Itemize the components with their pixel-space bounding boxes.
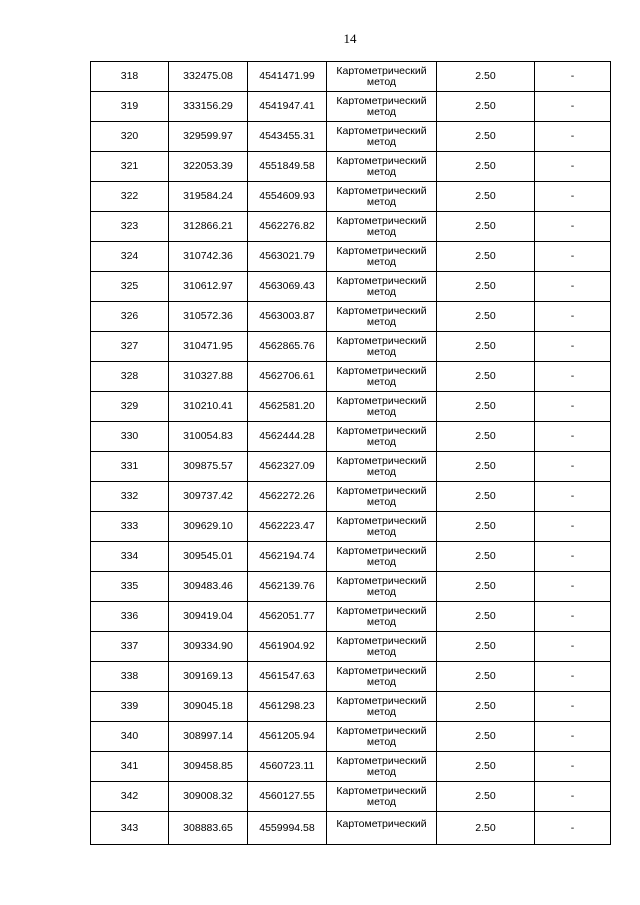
method-line-2: метод bbox=[366, 255, 397, 268]
description-cell: - bbox=[535, 182, 611, 212]
description-cell: - bbox=[535, 782, 611, 812]
method-cell bbox=[327, 422, 437, 452]
method-line-2: метод bbox=[366, 105, 397, 118]
method-line-2: метод bbox=[366, 705, 397, 718]
table-row bbox=[91, 722, 611, 752]
y-coordinate-cell: 4561904.92 bbox=[248, 632, 327, 662]
y-coordinate-cell: 4554609.93 bbox=[248, 182, 327, 212]
method-line-1: Картометрический bbox=[336, 574, 427, 587]
point-number-cell: 325 bbox=[91, 272, 169, 302]
accuracy-cell: 2.50 bbox=[437, 812, 535, 845]
point-number-cell: 332 bbox=[91, 482, 169, 512]
method-cell bbox=[327, 602, 437, 632]
method-line-1: Картометрический bbox=[336, 64, 427, 77]
x-coordinate-cell: 310327.88 bbox=[169, 362, 248, 392]
method-line-2: метод bbox=[366, 465, 397, 478]
point-number-cell: 327 bbox=[91, 332, 169, 362]
x-coordinate-cell: 329599.97 bbox=[169, 122, 248, 152]
method-line-2: метод bbox=[366, 165, 397, 178]
point-number-cell: 330 bbox=[91, 422, 169, 452]
x-coordinate-cell: 310054.83 bbox=[169, 422, 248, 452]
description-cell: - bbox=[535, 92, 611, 122]
description-cell: - bbox=[535, 812, 611, 845]
table-row bbox=[91, 572, 611, 602]
description-cell: - bbox=[535, 512, 611, 542]
description-cell: - bbox=[535, 662, 611, 692]
table-row bbox=[91, 182, 611, 212]
method-line-1: Картометрический bbox=[336, 364, 427, 377]
accuracy-cell: 2.50 bbox=[437, 182, 535, 212]
table-body bbox=[91, 62, 611, 845]
point-number-cell: 331 bbox=[91, 452, 169, 482]
point-number-cell: 334 bbox=[91, 542, 169, 572]
method-line-2: метод bbox=[366, 495, 397, 508]
y-coordinate-cell: 4543455.31 bbox=[248, 122, 327, 152]
description-cell: - bbox=[535, 362, 611, 392]
method-line-1: Картометрический bbox=[336, 184, 427, 197]
point-number-cell: 336 bbox=[91, 602, 169, 632]
accuracy-cell: 2.50 bbox=[437, 362, 535, 392]
method-cell bbox=[327, 452, 437, 482]
point-number-cell: 339 bbox=[91, 692, 169, 722]
x-coordinate-cell: 309458.85 bbox=[169, 752, 248, 782]
method-line-1: Картометрический bbox=[336, 244, 427, 257]
method-cell bbox=[327, 92, 437, 122]
method-line-1: Картометрический bbox=[336, 784, 427, 797]
accuracy-cell: 2.50 bbox=[437, 242, 535, 272]
point-number-cell: 324 bbox=[91, 242, 169, 272]
point-number-cell: 320 bbox=[91, 122, 169, 152]
x-coordinate-cell: 308883.65 bbox=[169, 812, 248, 845]
method-cell bbox=[327, 392, 437, 422]
y-coordinate-cell: 4551849.58 bbox=[248, 152, 327, 182]
x-coordinate-cell: 310572.36 bbox=[169, 302, 248, 332]
method-cell bbox=[327, 782, 437, 812]
method-line-2: метод bbox=[366, 225, 397, 238]
point-number-cell: 326 bbox=[91, 302, 169, 332]
y-coordinate-cell: 4562194.74 bbox=[248, 542, 327, 572]
method-cell bbox=[327, 152, 437, 182]
method-cell bbox=[327, 542, 437, 572]
accuracy-cell: 2.50 bbox=[437, 452, 535, 482]
method-line-2: метод bbox=[366, 525, 397, 538]
table-row bbox=[91, 272, 611, 302]
x-coordinate-cell: 309334.90 bbox=[169, 632, 248, 662]
method-line-2: метод bbox=[366, 435, 397, 448]
method-cell bbox=[327, 662, 437, 692]
accuracy-cell: 2.50 bbox=[437, 782, 535, 812]
method-line-2: метод bbox=[366, 405, 397, 418]
accuracy-cell: 2.50 bbox=[437, 92, 535, 122]
accuracy-cell: 2.50 bbox=[437, 122, 535, 152]
x-coordinate-cell: 309008.32 bbox=[169, 782, 248, 812]
accuracy-cell: 2.50 bbox=[437, 422, 535, 452]
x-coordinate-cell: 309483.46 bbox=[169, 572, 248, 602]
method-line-1: Картометрический bbox=[336, 94, 427, 107]
x-coordinate-cell: 312866.21 bbox=[169, 212, 248, 242]
method-line-1: Картометрический bbox=[336, 484, 427, 497]
table-row bbox=[91, 692, 611, 722]
table-row bbox=[91, 302, 611, 332]
description-cell: - bbox=[535, 242, 611, 272]
point-number-cell: 341 bbox=[91, 752, 169, 782]
method-cell bbox=[327, 752, 437, 782]
accuracy-cell: 2.50 bbox=[437, 272, 535, 302]
method-line-1: Картометрический bbox=[336, 424, 427, 437]
method-line-2: метод bbox=[366, 765, 397, 778]
table-row bbox=[91, 482, 611, 512]
method-line-1: Картометрический bbox=[336, 604, 427, 617]
y-coordinate-cell: 4563003.87 bbox=[248, 302, 327, 332]
description-cell: - bbox=[535, 392, 611, 422]
accuracy-cell: 2.50 bbox=[437, 152, 535, 182]
accuracy-cell: 2.50 bbox=[437, 632, 535, 662]
table-row bbox=[91, 752, 611, 782]
table-row bbox=[91, 512, 611, 542]
x-coordinate-cell: 319584.24 bbox=[169, 182, 248, 212]
description-cell: - bbox=[535, 62, 611, 92]
description-cell: - bbox=[535, 422, 611, 452]
description-cell: - bbox=[535, 212, 611, 242]
method-line-1: Картометрический bbox=[336, 818, 427, 830]
y-coordinate-cell: 4562706.61 bbox=[248, 362, 327, 392]
accuracy-cell: 2.50 bbox=[437, 62, 535, 92]
x-coordinate-cell: 308997.14 bbox=[169, 722, 248, 752]
method-line-1: Картометрический bbox=[336, 334, 427, 347]
accuracy-cell: 2.50 bbox=[437, 392, 535, 422]
point-number-cell: 340 bbox=[91, 722, 169, 752]
point-number-cell: 323 bbox=[91, 212, 169, 242]
table-row bbox=[91, 632, 611, 662]
method-line-1: Картометрический bbox=[336, 214, 427, 227]
table-row bbox=[91, 782, 611, 812]
description-cell: - bbox=[535, 632, 611, 662]
x-coordinate-cell: 333156.29 bbox=[169, 92, 248, 122]
y-coordinate-cell: 4562139.76 bbox=[248, 572, 327, 602]
coordinates-table bbox=[90, 61, 611, 845]
accuracy-cell: 2.50 bbox=[437, 572, 535, 602]
method-line-1: Картометрический bbox=[336, 154, 427, 167]
point-number-cell: 322 bbox=[91, 182, 169, 212]
table-row bbox=[91, 212, 611, 242]
table-row bbox=[91, 422, 611, 452]
x-coordinate-cell: 309169.13 bbox=[169, 662, 248, 692]
x-coordinate-cell: 310612.97 bbox=[169, 272, 248, 302]
y-coordinate-cell: 4562223.47 bbox=[248, 512, 327, 542]
y-coordinate-cell: 4541947.41 bbox=[248, 92, 327, 122]
method-line-1: Картометрический bbox=[336, 544, 427, 557]
y-coordinate-cell: 4561205.94 bbox=[248, 722, 327, 752]
x-coordinate-cell: 309545.01 bbox=[169, 542, 248, 572]
y-coordinate-cell: 4561547.63 bbox=[248, 662, 327, 692]
method-line-2: метод bbox=[366, 585, 397, 598]
x-coordinate-cell: 310742.36 bbox=[169, 242, 248, 272]
table-row bbox=[91, 542, 611, 572]
accuracy-cell: 2.50 bbox=[437, 602, 535, 632]
description-cell: - bbox=[535, 482, 611, 512]
y-coordinate-cell: 4563021.79 bbox=[248, 242, 327, 272]
table-row bbox=[91, 392, 611, 422]
method-line-2: метод bbox=[366, 795, 397, 808]
table-row bbox=[91, 452, 611, 482]
method-line-2: метод bbox=[366, 645, 397, 658]
accuracy-cell: 2.50 bbox=[437, 512, 535, 542]
point-number-cell: 337 bbox=[91, 632, 169, 662]
accuracy-cell: 2.50 bbox=[437, 332, 535, 362]
method-cell bbox=[327, 692, 437, 722]
table-row bbox=[91, 242, 611, 272]
table-row bbox=[91, 332, 611, 362]
method-cell bbox=[327, 242, 437, 272]
accuracy-cell: 2.50 bbox=[437, 302, 535, 332]
y-coordinate-cell: 4562444.28 bbox=[248, 422, 327, 452]
method-cell bbox=[327, 302, 437, 332]
description-cell: - bbox=[535, 122, 611, 152]
point-number-cell: 335 bbox=[91, 572, 169, 602]
method-line-1: Картометрический bbox=[336, 514, 427, 527]
table-row bbox=[91, 122, 611, 152]
x-coordinate-cell: 309737.42 bbox=[169, 482, 248, 512]
method-line-1: Картометрический bbox=[336, 724, 427, 737]
y-coordinate-cell: 4562051.77 bbox=[248, 602, 327, 632]
y-coordinate-cell: 4562327.09 bbox=[248, 452, 327, 482]
table-row bbox=[91, 62, 611, 92]
method-line-1: Картометрический bbox=[336, 304, 427, 317]
method-cell bbox=[327, 212, 437, 242]
accuracy-cell: 2.50 bbox=[437, 482, 535, 512]
method-cell bbox=[327, 572, 437, 602]
method-line-2: метод bbox=[366, 345, 397, 358]
point-number-cell: 321 bbox=[91, 152, 169, 182]
y-coordinate-cell: 4562272.26 bbox=[248, 482, 327, 512]
method-line-2: метод bbox=[366, 675, 397, 688]
table-row bbox=[91, 812, 611, 845]
description-cell: - bbox=[535, 152, 611, 182]
y-coordinate-cell: 4562276.82 bbox=[248, 212, 327, 242]
point-number-cell: 319 bbox=[91, 92, 169, 122]
x-coordinate-cell: 309045.18 bbox=[169, 692, 248, 722]
point-number-cell: 338 bbox=[91, 662, 169, 692]
description-cell: - bbox=[535, 602, 611, 632]
method-cell bbox=[327, 632, 437, 662]
method-line-2: метод bbox=[366, 615, 397, 628]
method-line-1: Картометрический bbox=[336, 394, 427, 407]
table-row bbox=[91, 662, 611, 692]
point-number-cell: 333 bbox=[91, 512, 169, 542]
description-cell: - bbox=[535, 572, 611, 602]
point-number-cell: 343 bbox=[91, 812, 169, 845]
table-row bbox=[91, 602, 611, 632]
accuracy-cell: 2.50 bbox=[437, 722, 535, 752]
method-cell bbox=[327, 182, 437, 212]
point-number-cell: 342 bbox=[91, 782, 169, 812]
accuracy-cell: 2.50 bbox=[437, 212, 535, 242]
method-cell bbox=[327, 272, 437, 302]
method-line-1: Картометрический bbox=[336, 454, 427, 467]
method-cell bbox=[327, 332, 437, 362]
point-number-cell: 329 bbox=[91, 392, 169, 422]
x-coordinate-cell: 309875.57 bbox=[169, 452, 248, 482]
accuracy-cell: 2.50 bbox=[437, 662, 535, 692]
method-line-1: Картометрический bbox=[336, 694, 427, 707]
y-coordinate-cell: 4559994.58 bbox=[248, 812, 327, 845]
x-coordinate-cell: 310210.41 bbox=[169, 392, 248, 422]
x-coordinate-cell: 309419.04 bbox=[169, 602, 248, 632]
method-line-2: метод bbox=[366, 135, 397, 148]
description-cell: - bbox=[535, 692, 611, 722]
accuracy-cell: 2.50 bbox=[437, 542, 535, 572]
method-cell bbox=[327, 62, 437, 92]
method-line-2: метод bbox=[366, 375, 397, 388]
description-cell: - bbox=[535, 272, 611, 302]
accuracy-cell: 2.50 bbox=[437, 752, 535, 782]
x-coordinate-cell: 322053.39 bbox=[169, 152, 248, 182]
x-coordinate-cell: 332475.08 bbox=[169, 62, 248, 92]
description-cell: - bbox=[535, 302, 611, 332]
y-coordinate-cell: 4560723.11 bbox=[248, 752, 327, 782]
method-cell bbox=[327, 812, 437, 845]
y-coordinate-cell: 4560127.55 bbox=[248, 782, 327, 812]
table-row bbox=[91, 362, 611, 392]
method-line-2: метод bbox=[366, 315, 397, 328]
method-line-2: метод bbox=[366, 555, 397, 568]
description-cell: - bbox=[535, 452, 611, 482]
x-coordinate-cell: 309629.10 bbox=[169, 512, 248, 542]
description-cell: - bbox=[535, 752, 611, 782]
point-number-cell: 328 bbox=[91, 362, 169, 392]
y-coordinate-cell: 4562581.20 bbox=[248, 392, 327, 422]
accuracy-cell: 2.50 bbox=[437, 692, 535, 722]
method-cell bbox=[327, 512, 437, 542]
y-coordinate-cell: 4561298.23 bbox=[248, 692, 327, 722]
page-number: 14 bbox=[343, 31, 357, 46]
method-line-2: метод bbox=[366, 75, 397, 88]
table-row bbox=[91, 92, 611, 122]
method-line-1: Картометрический bbox=[336, 274, 427, 287]
method-line-1: Картометрический bbox=[336, 754, 427, 767]
method-line-1: Картометрический bbox=[336, 634, 427, 647]
method-cell bbox=[327, 482, 437, 512]
description-cell: - bbox=[535, 542, 611, 572]
description-cell: - bbox=[535, 332, 611, 362]
method-line-2: метод bbox=[366, 735, 397, 748]
y-coordinate-cell: 4563069.43 bbox=[248, 272, 327, 302]
method-line-2: метод bbox=[366, 195, 397, 208]
x-coordinate-cell: 310471.95 bbox=[169, 332, 248, 362]
method-line-2: метод bbox=[366, 285, 397, 298]
method-line-1: Картометрический bbox=[336, 124, 427, 137]
y-coordinate-cell: 4562865.76 bbox=[248, 332, 327, 362]
method-line-1: Картометрический bbox=[336, 664, 427, 677]
method-cell bbox=[327, 362, 437, 392]
description-cell: - bbox=[535, 722, 611, 752]
method-cell bbox=[327, 122, 437, 152]
y-coordinate-cell: 4541471.99 bbox=[248, 62, 327, 92]
table-row bbox=[91, 152, 611, 182]
method-cell bbox=[327, 722, 437, 752]
point-number-cell: 318 bbox=[91, 62, 169, 92]
